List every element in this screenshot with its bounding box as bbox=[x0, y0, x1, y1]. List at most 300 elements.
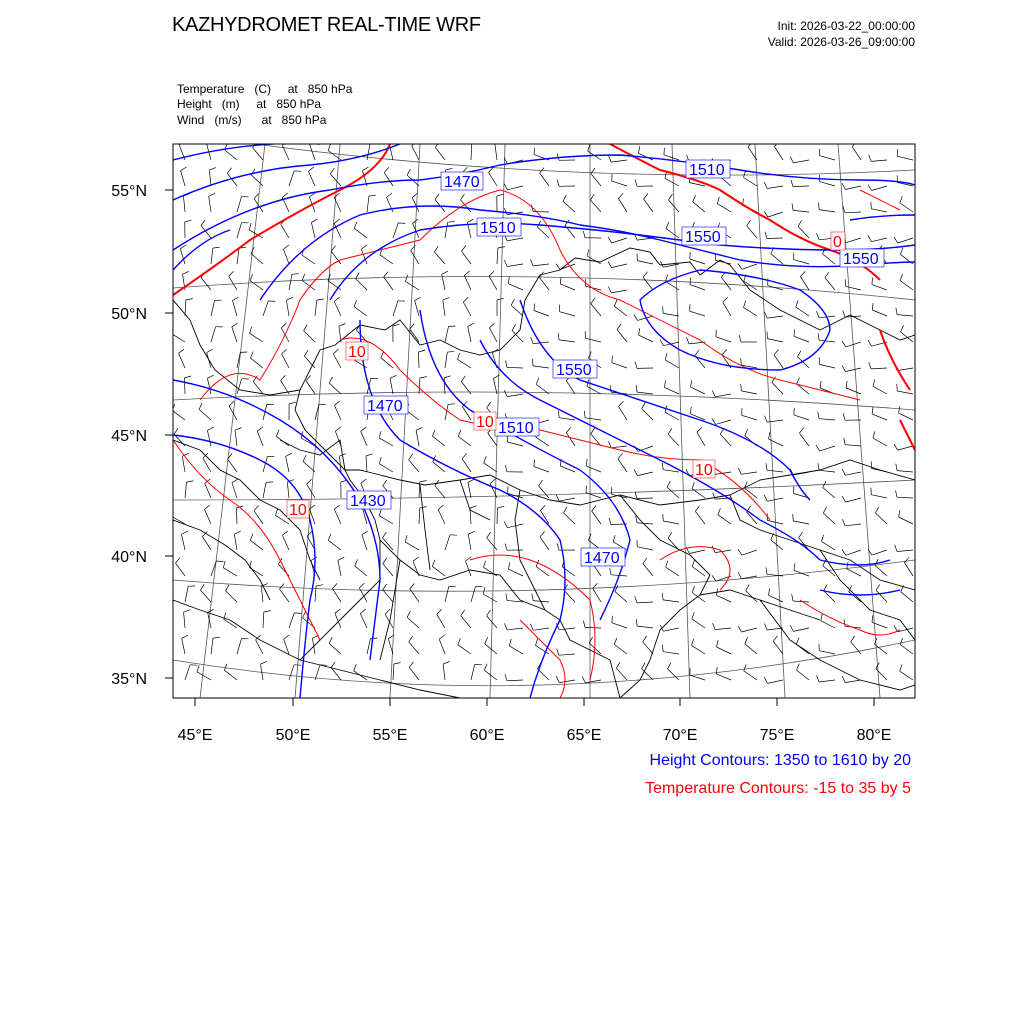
wind-barb bbox=[209, 170, 211, 186]
wind-barb bbox=[539, 486, 549, 498]
wind-barb bbox=[769, 595, 784, 602]
temperature-label bbox=[474, 412, 496, 431]
wind-barb-flag bbox=[766, 463, 767, 470]
wind-barb bbox=[540, 537, 549, 550]
wind-barb-flag bbox=[532, 359, 533, 366]
wind-barb bbox=[432, 566, 445, 576]
wind-barb bbox=[611, 290, 627, 293]
wind-barb-flag bbox=[635, 492, 637, 499]
wind-barb-flag bbox=[448, 222, 455, 223]
wind-barb-flag bbox=[209, 193, 215, 196]
wind-barb bbox=[311, 222, 315, 238]
wind-barb bbox=[419, 352, 420, 368]
wind-barb-flag bbox=[483, 587, 485, 594]
wind-barb-flag bbox=[791, 180, 793, 187]
wind-barb-flag bbox=[798, 351, 801, 357]
lat-tick-label: 55°N bbox=[111, 183, 147, 200]
wind-barb bbox=[468, 482, 471, 498]
wind-barb-flag bbox=[283, 245, 289, 249]
wind-barb-flag bbox=[583, 231, 585, 238]
wind-barb-flag bbox=[564, 507, 567, 513]
wind-barb-flag bbox=[224, 664, 227, 670]
wind-barb-flag bbox=[186, 299, 193, 300]
wind-barb-flag bbox=[268, 301, 275, 302]
wind-barb bbox=[445, 352, 447, 368]
wind-barb bbox=[619, 406, 627, 420]
wind-barb-flag bbox=[463, 297, 468, 302]
wind-barb-flag bbox=[738, 626, 741, 632]
wind-barb-flag bbox=[335, 401, 340, 405]
wind-barb-flag bbox=[797, 664, 800, 670]
wind-barb-flag bbox=[642, 663, 646, 669]
wind-barb bbox=[507, 367, 523, 368]
wind-barb-flag bbox=[334, 193, 339, 198]
wind-barb bbox=[852, 147, 861, 160]
wind-barb bbox=[663, 313, 679, 316]
wind-barb bbox=[767, 186, 783, 189]
field-temperature: Temperature (C) at 850 hPa bbox=[177, 82, 353, 96]
wind-barb-flag bbox=[745, 429, 748, 435]
wind-barb bbox=[846, 388, 861, 394]
wind-barb-flag bbox=[842, 341, 846, 347]
wind-barb bbox=[379, 516, 393, 524]
wind-barb-flag bbox=[872, 278, 873, 285]
wind-barb bbox=[223, 568, 237, 576]
wind-barb-flag bbox=[468, 323, 474, 326]
wind-barb bbox=[413, 561, 419, 576]
wind-barb bbox=[819, 470, 835, 472]
wind-barb-flag bbox=[741, 384, 742, 391]
wind-barb bbox=[592, 511, 601, 524]
wind-barb-flag bbox=[792, 594, 793, 601]
wind-barb-flag bbox=[666, 561, 668, 568]
wind-barb bbox=[263, 482, 266, 498]
wind-barb-flag bbox=[765, 416, 768, 423]
wind-barb bbox=[665, 412, 679, 420]
wind-barb bbox=[793, 210, 809, 212]
wind-barb-flag bbox=[642, 403, 646, 409]
wind-barb-flag bbox=[796, 300, 798, 307]
wind-barb bbox=[380, 255, 393, 264]
wind-barb bbox=[717, 595, 732, 602]
wind-barb-flag bbox=[443, 662, 450, 665]
wind-barb bbox=[697, 432, 705, 446]
wind-barb bbox=[508, 284, 523, 290]
wind-barb-flag bbox=[534, 148, 535, 155]
wind-barb bbox=[559, 418, 575, 420]
wind-barb bbox=[330, 174, 341, 186]
wind-barb bbox=[767, 498, 783, 501]
wind-barb bbox=[211, 248, 213, 264]
wind-barb-flag bbox=[619, 401, 624, 406]
wind-barb-flag bbox=[536, 639, 538, 646]
wind-barb-flag bbox=[662, 645, 663, 652]
wind-barb-flag bbox=[591, 298, 595, 304]
wind-barb bbox=[237, 197, 242, 212]
wind-barb-flag bbox=[894, 237, 898, 243]
wind-barb-flag bbox=[876, 584, 880, 590]
wind-barb bbox=[468, 326, 471, 342]
wind-barb-flag bbox=[409, 636, 413, 642]
wind-barb bbox=[691, 387, 706, 394]
height-label bbox=[495, 418, 539, 437]
wind-barb-flag bbox=[307, 531, 312, 536]
wind-barb bbox=[774, 355, 783, 368]
wind-barb-flag bbox=[843, 519, 846, 526]
wind-barb bbox=[716, 420, 731, 424]
wind-barb bbox=[799, 433, 809, 446]
wind-barb-flag bbox=[362, 531, 368, 535]
wind-barb-flag bbox=[896, 490, 898, 497]
wind-barb-flag bbox=[869, 362, 871, 369]
wind-barb bbox=[566, 433, 575, 446]
wind-barb-flag bbox=[468, 479, 474, 482]
wind-barb-flag bbox=[303, 455, 306, 461]
wind-barb-flag bbox=[329, 637, 332, 643]
height-contour-legend: Height Contours: 1350 to 1610 by 20 bbox=[649, 752, 911, 769]
wind-barb bbox=[642, 669, 653, 680]
wind-barb-flag bbox=[635, 596, 637, 603]
wind-barb-flag bbox=[257, 427, 263, 431]
wind-barb bbox=[379, 438, 393, 446]
wind-barb bbox=[511, 305, 523, 316]
wind-barb bbox=[509, 646, 523, 654]
wind-barb-flag bbox=[505, 465, 507, 472]
wind-barb-flag bbox=[818, 463, 819, 470]
wind-barb bbox=[742, 550, 757, 555]
wind-barb bbox=[390, 378, 393, 394]
wind-barb bbox=[471, 587, 475, 602]
wind-barb bbox=[643, 564, 653, 576]
wind-barb-flag bbox=[439, 635, 445, 639]
wind-barb-flag bbox=[420, 507, 427, 508]
wind-barb bbox=[332, 589, 341, 603]
wind-barb-flag bbox=[695, 506, 699, 512]
wind-barb bbox=[184, 378, 185, 394]
wind-barb bbox=[560, 312, 575, 316]
wind-barb bbox=[872, 414, 887, 420]
wind-barb-flag bbox=[497, 506, 504, 508]
wind-barb bbox=[797, 670, 810, 680]
wind-barb-flag bbox=[899, 406, 900, 413]
wind-barb-flag bbox=[355, 559, 358, 565]
field-wind: Wind (m/s) at 850 hPa bbox=[177, 113, 327, 127]
wind-barb-flag bbox=[897, 384, 898, 391]
wind-barb bbox=[871, 495, 887, 498]
wind-barb-flag bbox=[504, 522, 507, 528]
wind-barb bbox=[334, 509, 341, 524]
wind-barb-flag bbox=[868, 340, 872, 346]
wind-barb bbox=[845, 286, 861, 290]
wind-barb-flag bbox=[254, 194, 259, 199]
wind-barb bbox=[820, 156, 835, 160]
wind-barb bbox=[207, 353, 211, 368]
wind-barb-flag bbox=[593, 583, 598, 588]
wind-barb-flag bbox=[900, 274, 903, 281]
wind-barb-flag bbox=[764, 182, 767, 188]
wind-barb-flag bbox=[468, 531, 474, 534]
wind-barb bbox=[335, 405, 342, 420]
wind-barb-flag bbox=[614, 300, 617, 307]
wind-barb-flag bbox=[250, 274, 253, 281]
wind-barb bbox=[416, 430, 419, 446]
wind-barb bbox=[772, 383, 783, 395]
wind-barb-flag bbox=[531, 259, 534, 266]
wind-barb-flag bbox=[586, 459, 587, 466]
height-label-text: 1430 bbox=[350, 493, 386, 510]
wind-barb bbox=[900, 281, 913, 291]
wind-barb bbox=[539, 277, 549, 290]
wind-barb bbox=[668, 538, 679, 550]
wind-barb-flag bbox=[415, 297, 421, 301]
wind-barb-flag bbox=[666, 275, 668, 282]
wind-barb-flag bbox=[643, 558, 647, 564]
field-height: Height (m) at 850 hPa bbox=[177, 97, 322, 111]
wind-barb bbox=[286, 456, 289, 472]
wind-barb bbox=[534, 311, 549, 317]
wind-barb-flag bbox=[765, 232, 767, 239]
wind-barb-flag bbox=[249, 223, 251, 230]
wind-barb bbox=[307, 484, 315, 498]
wind-barb-flag bbox=[383, 584, 387, 590]
wind-barb-flag bbox=[660, 261, 663, 267]
wind-barb bbox=[508, 442, 524, 446]
height-label-text: 1470 bbox=[444, 174, 480, 191]
wind-barb bbox=[845, 186, 861, 190]
wind-barb bbox=[744, 178, 758, 187]
wind-barb bbox=[771, 254, 783, 264]
wind-barb bbox=[289, 274, 292, 290]
wind-barb-flag bbox=[817, 233, 820, 240]
wind-barb-flag bbox=[663, 306, 664, 313]
wind-barb-flag bbox=[818, 412, 819, 419]
wind-barb-flag bbox=[669, 194, 673, 200]
wind-barb-flag bbox=[462, 246, 466, 252]
wind-barb bbox=[663, 628, 679, 631]
wind-barb-flag bbox=[612, 356, 613, 363]
wind-barb-flag bbox=[282, 193, 287, 198]
wind-barb-flag bbox=[797, 378, 800, 384]
wind-barb bbox=[665, 360, 679, 368]
wind-barb-flag bbox=[174, 428, 178, 434]
wind-barb bbox=[871, 209, 887, 212]
wind-barb bbox=[560, 284, 575, 290]
wind-barb-flag bbox=[713, 623, 716, 630]
wind-barb-flag bbox=[851, 636, 855, 642]
wind-barb-flag bbox=[738, 468, 741, 474]
wind-barb bbox=[897, 156, 913, 160]
wind-barb-flag bbox=[693, 195, 696, 201]
wind-barb-flag bbox=[379, 457, 381, 464]
wind-barb bbox=[282, 354, 289, 368]
wind-barb bbox=[723, 302, 731, 316]
wind-barb bbox=[693, 202, 705, 212]
wind-barb bbox=[533, 264, 549, 266]
wind-barb bbox=[564, 590, 575, 602]
wind-barb-flag bbox=[875, 507, 878, 513]
wind-barb bbox=[845, 524, 861, 526]
wind-barb bbox=[172, 410, 185, 420]
wind-barb-flag bbox=[668, 428, 672, 434]
wind-barb-flag bbox=[447, 351, 454, 352]
wind-barb-flag bbox=[540, 505, 545, 510]
wind-barb-flag bbox=[292, 274, 299, 275]
wind-barb bbox=[845, 368, 861, 372]
wind-barb-flag bbox=[556, 676, 559, 682]
wind-barb bbox=[438, 510, 445, 524]
wind-barb bbox=[458, 645, 471, 654]
wind-barb bbox=[846, 550, 861, 555]
wind-barb-flag bbox=[216, 561, 223, 562]
wind-barb bbox=[767, 628, 783, 630]
wind-barb-flag bbox=[487, 402, 491, 408]
wind-barb-flag bbox=[387, 193, 393, 197]
wind-barb-flag bbox=[741, 358, 742, 365]
wind-barb-flag bbox=[904, 557, 909, 562]
wind-barb-flag bbox=[442, 271, 448, 274]
wind-barb-flag bbox=[232, 323, 238, 327]
wind-barb-flag bbox=[176, 558, 180, 563]
wind-barb bbox=[742, 264, 757, 269]
wind-barb bbox=[871, 368, 887, 369]
wind-barb bbox=[237, 379, 242, 394]
wind-barb bbox=[534, 467, 549, 472]
wind-barb-flag bbox=[608, 261, 611, 267]
wind-barb bbox=[384, 277, 393, 290]
wind-barb bbox=[458, 359, 472, 368]
temperature-contour-legend: Temperature Contours: -15 to 35 by 5 bbox=[645, 780, 911, 797]
wind-barb-flag bbox=[663, 514, 664, 521]
wind-barb-flag bbox=[616, 662, 620, 668]
wind-barb-flag bbox=[361, 479, 367, 483]
wind-barb-flag bbox=[818, 333, 819, 340]
wind-barb bbox=[507, 394, 523, 397]
wind-barb-flag bbox=[738, 264, 742, 270]
wind-barb bbox=[445, 587, 449, 603]
wind-barb-flag bbox=[532, 594, 533, 601]
wind-barb-flag bbox=[354, 222, 357, 228]
wind-barb-flag bbox=[639, 328, 640, 335]
wind-barb-flag bbox=[665, 353, 667, 360]
wind-barb bbox=[845, 445, 861, 446]
wind-barb bbox=[444, 378, 445, 394]
height-label bbox=[347, 491, 391, 510]
wind-barb-flag bbox=[360, 609, 365, 614]
wind-barb-flag bbox=[794, 329, 795, 336]
wind-barb bbox=[251, 358, 264, 368]
wind-barb-flag bbox=[384, 272, 388, 277]
wind-barb bbox=[329, 383, 341, 394]
wind-barb-flag bbox=[489, 323, 494, 328]
wind-barb bbox=[362, 535, 367, 550]
wind-barb-flag bbox=[328, 144, 331, 151]
wind-barb-flag bbox=[307, 479, 312, 484]
graticule bbox=[173, 132, 915, 698]
wind-barb bbox=[263, 612, 264, 628]
wind-barb-flag bbox=[868, 185, 872, 191]
wind-barb bbox=[821, 621, 835, 628]
wind-barb bbox=[333, 354, 341, 368]
wind-barb-flag bbox=[335, 609, 341, 613]
wind-barb bbox=[900, 203, 913, 212]
wind-barb-flag bbox=[361, 427, 367, 431]
wind-barb bbox=[489, 172, 498, 186]
wind-barb-flag bbox=[383, 532, 387, 538]
wind-barb bbox=[769, 439, 783, 446]
wind-barb-flag bbox=[201, 220, 205, 226]
wind-barb-flag bbox=[690, 407, 691, 414]
wind-barb bbox=[618, 459, 627, 472]
wind-barb-flag bbox=[512, 324, 516, 330]
wind-barb-flag bbox=[613, 535, 615, 542]
wind-barb-flag bbox=[592, 506, 596, 511]
wind-barb bbox=[822, 541, 836, 550]
valid-time: Valid: 2026-03-26_09:00:00 bbox=[767, 35, 915, 49]
wind-barb bbox=[461, 616, 471, 628]
wind-barb-flag bbox=[608, 237, 612, 243]
wind-barb bbox=[663, 521, 679, 524]
wind-barb-flag bbox=[484, 456, 486, 463]
wind-barb-flag bbox=[229, 271, 234, 276]
wind-barb-flag bbox=[822, 535, 824, 542]
wind-barb-flag bbox=[540, 532, 545, 537]
wind-barb bbox=[289, 613, 294, 628]
wind-barb bbox=[616, 668, 627, 680]
wind-barb bbox=[593, 588, 601, 602]
height-label bbox=[441, 172, 483, 191]
wind-barb-flag bbox=[233, 297, 239, 301]
wind-barb bbox=[405, 542, 419, 550]
wind-barb bbox=[819, 364, 835, 368]
wind-barb-flag bbox=[205, 505, 210, 509]
lat-tick-label: 40°N bbox=[111, 549, 147, 566]
wind-barb bbox=[871, 238, 887, 242]
wind-barb bbox=[335, 613, 341, 628]
wind-barb bbox=[872, 186, 887, 191]
wind-barb bbox=[289, 171, 294, 186]
wind-barb-flag bbox=[282, 531, 288, 535]
lat-tick-labels bbox=[111, 183, 147, 688]
wind-barb bbox=[637, 523, 653, 524]
wind-barb bbox=[742, 628, 758, 632]
wind-barb bbox=[690, 675, 705, 680]
wind-barb-flag bbox=[873, 380, 875, 387]
wind-barb bbox=[233, 301, 238, 316]
wind-barb bbox=[690, 311, 705, 316]
wind-barb bbox=[234, 534, 237, 550]
wind-barb bbox=[744, 307, 758, 316]
wind-barb-flag bbox=[308, 167, 313, 171]
wind-barb-flag bbox=[723, 297, 728, 302]
wind-barb bbox=[715, 394, 731, 397]
wind-barb bbox=[767, 680, 783, 683]
wind-barb bbox=[768, 212, 783, 217]
wind-barb bbox=[559, 498, 575, 501]
wind-barb-flag bbox=[508, 277, 509, 284]
wind-barb-flag bbox=[420, 481, 427, 483]
wind-barb-flag bbox=[583, 621, 585, 628]
wind-barb-flag bbox=[692, 612, 694, 619]
wind-barb bbox=[411, 250, 419, 264]
wind-barb bbox=[767, 470, 783, 472]
wind-barb bbox=[559, 628, 575, 630]
wind-barb-flag bbox=[213, 637, 220, 638]
wind-barb-flag bbox=[232, 479, 238, 483]
wind-barb-flag bbox=[406, 275, 408, 282]
wind-barb-flag bbox=[738, 549, 742, 555]
wind-barb-flag bbox=[872, 407, 873, 414]
wind-barb bbox=[393, 664, 394, 680]
